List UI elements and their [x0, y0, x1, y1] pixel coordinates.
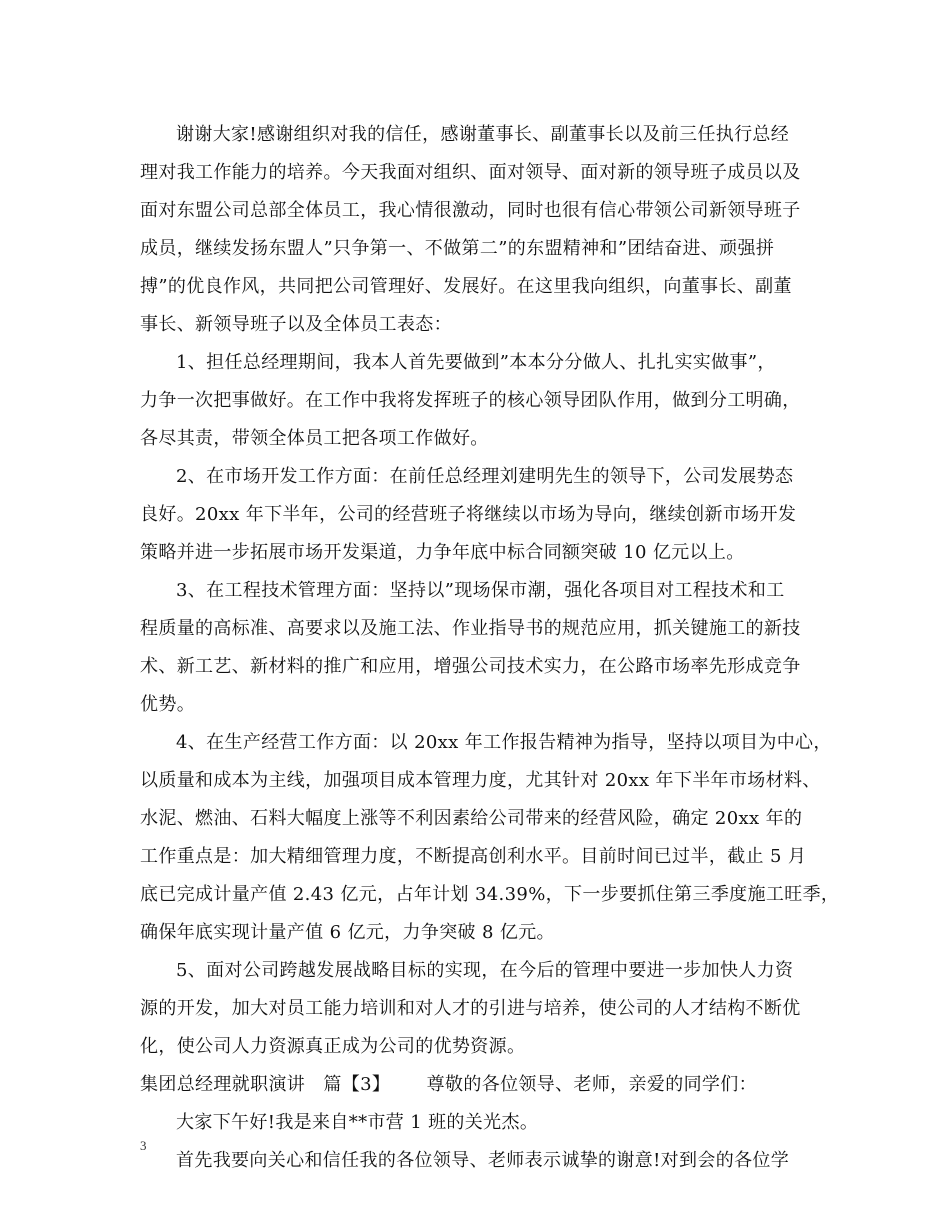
paragraph-line: 搏”的优良作风，共同把公司管理好、发展好。在这里我向组织，向董事长、副董 — [140, 276, 792, 297]
paragraph-line: 水泥、燃油、石料大幅度上涨等不利因素给公司带来的经营风险，确定 20xx 年的 — [140, 808, 803, 829]
paragraph-line: 良好。20xx 年下半年，公司的经营班子将继续以市场为导向，继续创新市场开发 — [140, 504, 797, 525]
paragraph-line: 4、在生产经营工作方面：以 20xx 年工作报告精神为指导，坚持以项目为中心， — [176, 732, 832, 753]
greeting-text: 尊敬的各位领导、老师，亲爱的同学们： — [426, 1074, 757, 1095]
paragraph-line: 程质量的高标准、高要求以及施工法、作业指导书的规范应用，抓关键施工的新技 — [140, 618, 801, 639]
paragraph-line: 以质量和成本为主线，加强项目成本管理力度，尤其针对 20xx 年下半年市场材料、 — [140, 770, 821, 791]
paragraph-line: 化，使公司人力资源真正成为公司的优势资源。 — [140, 1036, 526, 1057]
page-number: 3 — [140, 1138, 147, 1153]
paragraph-line: 首先我要向关心和信任我的各位领导、老师表示诚挚的谢意!对到会的各位学 — [176, 1150, 790, 1171]
paragraph-line: 5、面对公司跨越发展战略目标的实现，在今后的管理中要进一步加快人力资 — [176, 960, 794, 981]
paragraph-line: 力争一次把事做好。在工作中我将发挥班子的核心领导团队作用，做到分工明确， — [140, 390, 801, 411]
section-heading-line — [140, 1066, 757, 1104]
paragraph-line: 工作重点是：加大精细管理力度，不断提高创利水平。目前时间已过半，截止 5 月 — [140, 846, 807, 867]
paragraph-line: 优势。 — [140, 694, 196, 715]
paragraph-line: 各尽其责，带领全体员工把各项工作做好。 — [140, 428, 489, 449]
paragraph-line: 1、担任总经理期间，我本人首先要做到”本本分分做人、扎扎实实做事”， — [176, 352, 776, 373]
paragraph-line: 源的开发，加大对员工能力培训和对人才的引进与培养，使公司的人才结构不断优 — [140, 998, 801, 1019]
paragraph-line: 底已完成计量产值 2.43 亿元，占年计划 34.39%，下一步要抓住第三季度施工旺季， — [140, 884, 840, 905]
paragraph-line: 事长、新领导班子以及全体员工表态： — [140, 314, 452, 335]
paragraph-line: 大家下午好!我是来自**市营 1 班的关光杰。 — [176, 1112, 539, 1133]
paragraph-line: 成员，继续发扬东盟人”只争第一、不做第二”的东盟精神和”团结奋进、顽强拼 — [140, 238, 775, 259]
paragraph-line: 理对我工作能力的培养。今天我面对组织、面对领导、面对新的领导班子成员以及 — [140, 162, 801, 183]
paragraph-line: 策略并进一步拓展市场开发渠道，力争年底中标合同额突破 10 亿元以上。 — [140, 542, 745, 563]
paragraph-line: 3、在工程技术管理方面：坚持以”现场保市潮，强化各项目对工程技术和工 — [176, 580, 785, 601]
paragraph-line: 术、新工艺、新材料的推广和应用，增强公司技术实力，在公路市场率先形成竞争 — [140, 656, 801, 677]
paragraph-line: 确保年底实现计量产值 6 亿元，力争突破 8 亿元。 — [140, 922, 555, 943]
paragraph-line: 谢谢大家!感谢组织对我的信任，感谢董事长、副董事长以及前三任执行总经 — [176, 124, 790, 145]
section-title: 集团总经理就职演讲 — [140, 1074, 306, 1095]
paragraph-line: 面对东盟公司总部全体员工，我心情很激动，同时也很有信心带领公司新领导班子 — [140, 200, 801, 221]
paragraph-line: 2、在市场开发工作方面：在前任总经理刘建明先生的领导下，公司发展势态 — [176, 466, 794, 487]
section-label: 篇【3】 — [323, 1074, 391, 1095]
